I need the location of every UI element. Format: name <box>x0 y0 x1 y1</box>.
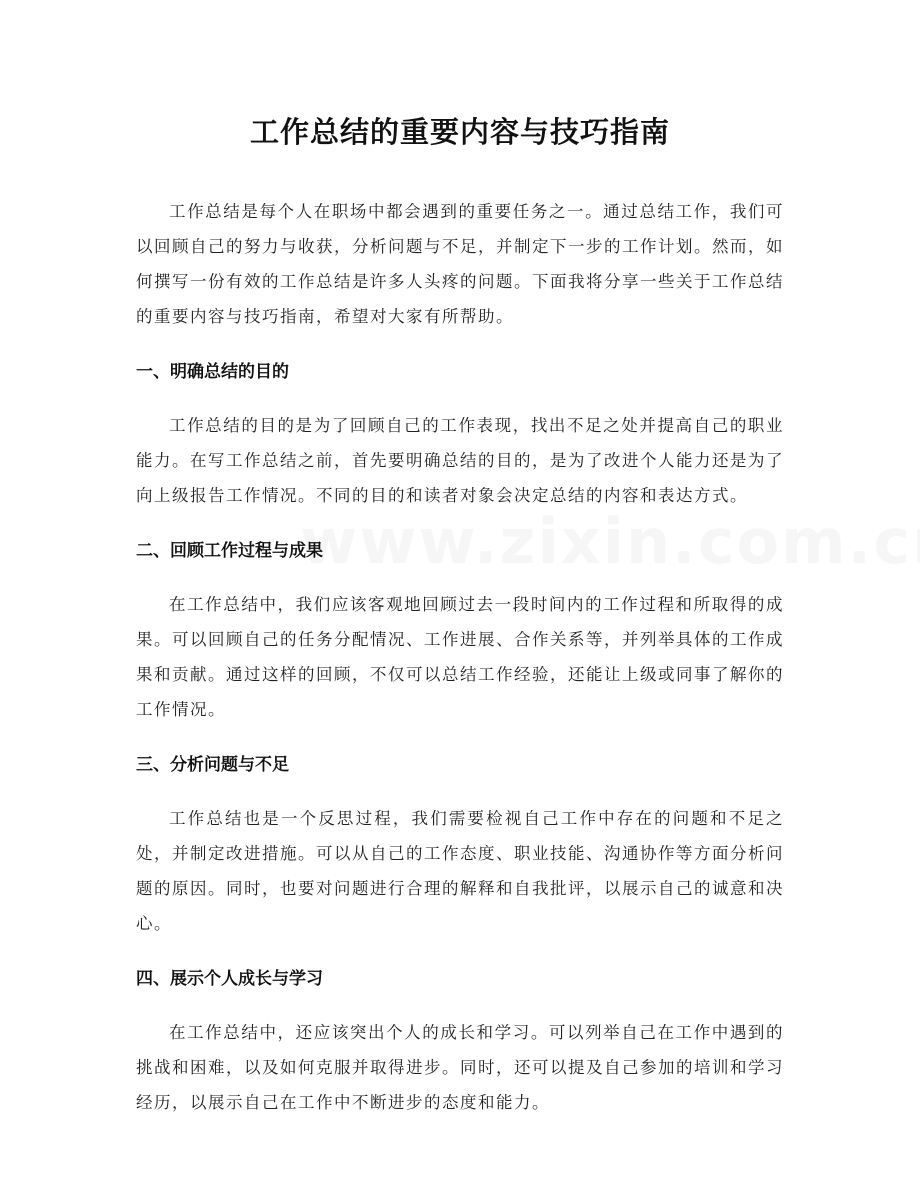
section-heading-1: 一、明确总结的目的 <box>136 362 289 382</box>
section-heading-4: 四、展示个人成长与学习 <box>136 969 323 989</box>
section-heading-2: 二、回顾工作过程与成果 <box>136 541 323 561</box>
section-heading-3: 三、分析问题与不足 <box>136 755 289 775</box>
section-body-3: 工作总结也是一个反思过程，我们需要检视自己工作中存在的问题和不足之处，并制定改进措施。可以从自己的工作态度、职业技能、沟通协作等方面分析问题的原因。同时，也要对问题进行合理的解释和自我批评，以展示自己的诚意和决心。 <box>136 809 784 933</box>
intro-paragraph: 工作总结是每个人在职场中都会遇到的重要任务之一。通过总结工作，我们可以回顾自己的努力与收获，分析问题与不足，并制定下一步的工作计划。然而，如何撰写一份有效的工作总结是许多人头疼的问题。下面我将分享一些关于工作总结的重要内容与技巧指南，希望对大家有所帮助。 <box>136 202 784 326</box>
document-title: 工作总结的重要内容与技巧指南 <box>249 115 670 149</box>
section-body-4: 在工作总结中，还应该突出个人的成长和学习。可以列举自己在工作中遇到的挑战和困难，以及如何克服并取得进步。同时，还可以提及自己参加的培训和学习经历，以展示自己在工作中不断进步的态度和能力。 <box>136 1023 784 1112</box>
section-body-2: 在工作总结中，我们应该客观地回顾过去一段时间内的工作过程和所取得的成果。可以回顾自己的任务分配情况、工作进展、合作关系等，并列举具体的工作成果和贡献。通过这样的回顾，不仅可以总结工作经验，还能让上级或同事了解你的工作情况。 <box>136 595 784 719</box>
section-body-1: 工作总结的目的是为了回顾自己的工作表现，找出不足之处并提高自己的职业能力。在写工作总结之前，首先要明确总结的目的，是为了改进个人能力还是为了向上级报告工作情况。不同的目的和读者对象会决定总结的内容和表达方式。 <box>136 416 784 505</box>
